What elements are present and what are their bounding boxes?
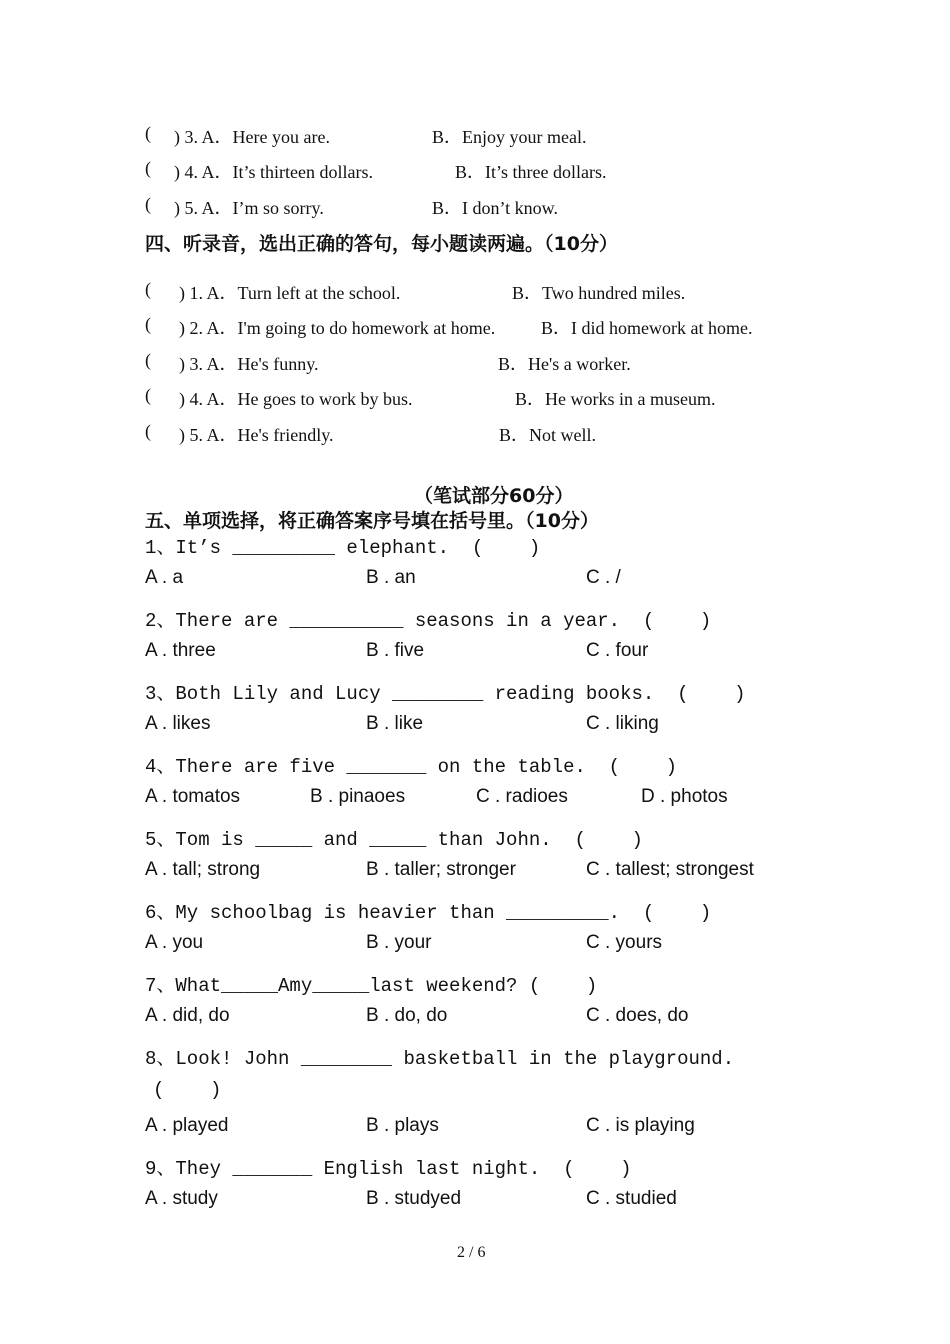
question-text: 7、What_____Amy_____last weekend? ( ) — [145, 975, 598, 997]
question-text: 8、Look! John ________ basketball in the playground. — [145, 1048, 735, 1070]
option-b: B．Not well. — [499, 425, 596, 445]
option-b[interactable]: B . like — [366, 713, 424, 734]
answer-bracket[interactable]: ( — [145, 314, 151, 334]
option-c[interactable]: C . radioes — [476, 786, 568, 807]
option-b: B．I don’t know. — [432, 198, 558, 218]
option-b: B．Enjoy your meal. — [432, 127, 587, 147]
option-a[interactable]: A . a — [145, 567, 184, 588]
option-c[interactable]: C . liking — [586, 713, 659, 734]
answer-bracket[interactable]: ( — [145, 421, 151, 441]
option-b[interactable]: B . an — [366, 567, 416, 588]
option-a: ) 5. A．I’m so sorry. — [174, 198, 324, 218]
option-a: ) 1. A．Turn left at the school. — [179, 283, 401, 303]
answer-bracket[interactable]: ( — [145, 123, 151, 143]
option-a: ) 2. A．I'm going to do homework at home. — [179, 318, 496, 338]
answer-bracket[interactable]: ( — [145, 350, 151, 370]
option-a[interactable]: A . likes — [145, 713, 211, 734]
option-b: B．Two hundred miles. — [512, 283, 686, 303]
question-text: 6、My schoolbag is heavier than _________. ( ) — [145, 902, 712, 924]
question-text: 2、There are __________ seasons in a year. ( ) — [145, 610, 712, 632]
option-a: ) 3. A．He's funny. — [179, 354, 319, 374]
option-d[interactable]: D . photos — [641, 786, 728, 807]
option-c[interactable]: C . tallest; strongest — [586, 859, 754, 880]
question-text: 4、There are five _______ on the table. ( ) — [145, 756, 678, 778]
answer-bracket[interactable]: ( — [145, 279, 151, 299]
option-a[interactable]: A . did, do — [145, 1005, 230, 1026]
written-part-heading: （笔试部分60分） — [414, 485, 574, 507]
question-text: 9、They _______ English last night. ( ) — [145, 1158, 632, 1180]
option-a[interactable]: A . tomatos — [145, 786, 241, 807]
option-b[interactable]: B . pinaoes — [310, 786, 406, 807]
option-b: B．It’s three dollars. — [455, 162, 607, 182]
section-4-title: 四、听录音，选出正确的答句，每小题读两遍。（10分） — [145, 233, 618, 255]
option-a[interactable]: A . you — [145, 932, 204, 953]
question-text: 3、Both Lily and Lucy ________ reading books. ( ) — [145, 683, 746, 705]
section-5-title: 五、单项选择，将正确答案序号填在括号里。（10分） — [145, 510, 599, 532]
option-b[interactable]: B . taller; stronger — [366, 859, 516, 880]
option-a[interactable]: A . three — [145, 640, 216, 661]
option-a[interactable]: A . study — [145, 1188, 218, 1209]
answer-bracket[interactable]: ( ) — [153, 1079, 222, 1101]
option-b[interactable]: B . do, do — [366, 1005, 448, 1026]
option-b[interactable]: B . five — [366, 640, 425, 661]
option-b[interactable]: B . your — [366, 932, 432, 953]
option-a[interactable]: A . tall; strong — [145, 859, 261, 880]
answer-bracket[interactable]: ( — [145, 194, 151, 214]
question-text: 5、Tom is _____ and _____ than John. ( ) — [145, 829, 643, 851]
answer-bracket[interactable]: ( — [145, 158, 151, 178]
option-b[interactable]: B . studyed — [366, 1188, 462, 1209]
option-c[interactable]: C . is playing — [586, 1115, 695, 1136]
option-c[interactable]: C . four — [586, 640, 649, 661]
option-c[interactable]: C . yours — [586, 932, 663, 953]
option-a: ) 5. A．He's friendly. — [179, 425, 334, 445]
option-a: ) 4. A．It’s thirteen dollars. — [174, 162, 373, 182]
option-c[interactable]: C . studied — [586, 1188, 677, 1209]
option-c[interactable]: C . does, do — [586, 1005, 689, 1026]
question-text: 1、It’s _________ elephant. ( ) — [145, 537, 541, 559]
answer-bracket[interactable]: ( — [145, 385, 151, 405]
option-b: B．I did homework at home. — [541, 318, 753, 338]
option-b: B．He's a worker. — [498, 354, 631, 374]
option-c[interactable]: C . / — [586, 567, 621, 588]
option-a: ) 4. A．He goes to work by bus. — [179, 389, 413, 409]
option-b[interactable]: B . plays — [366, 1115, 439, 1136]
page-number: 2 / 6 — [457, 1244, 486, 1261]
option-b: B．He works in a museum. — [515, 389, 716, 409]
option-a: ) 3. A．Here you are. — [174, 127, 330, 147]
option-a[interactable]: A . played — [145, 1115, 229, 1136]
